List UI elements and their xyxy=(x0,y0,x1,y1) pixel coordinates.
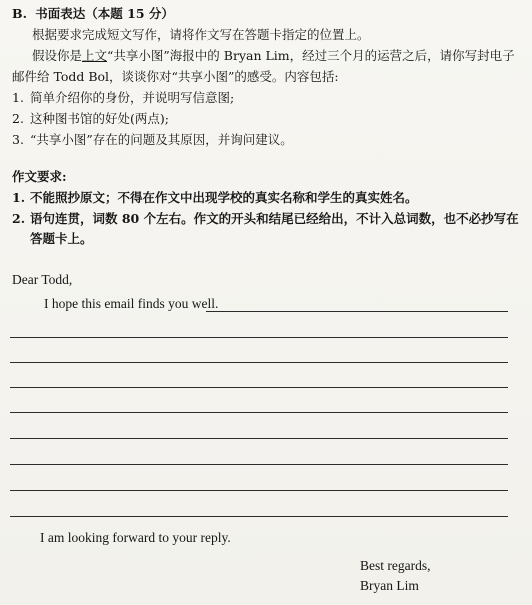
answer-line[interactable] xyxy=(10,412,508,413)
point-item xyxy=(12,90,234,106)
letter-opening: I hope this email finds you well. xyxy=(44,296,219,311)
requirement-text: 语句连贯，词数 80 个左右。作文的开头和结尾已经给出，不计入总词数，也不必抄写在 xyxy=(30,211,519,226)
prompt-line-1 xyxy=(32,48,515,64)
prompt-underlined: 上文 xyxy=(82,48,108,63)
section-heading xyxy=(12,6,174,22)
prompt-line-2: 邮件给 Todd Bol，谈谈你对“共享小图”的感受。内容包括: xyxy=(12,69,339,84)
letter-greeting: Dear Todd, xyxy=(12,272,73,287)
answer-line[interactable] xyxy=(10,490,508,491)
answer-line[interactable] xyxy=(10,516,508,517)
requirement-text: 不能照抄原文；不得在作文中出现学校的真实名称和学生的真实姓名。 xyxy=(30,190,418,205)
requirement-item xyxy=(12,190,418,206)
section-title: 书面表达（本题 15 分） xyxy=(35,6,174,21)
requirement-number: 2. xyxy=(12,211,26,226)
requirements-title: 作文要求: xyxy=(12,169,67,184)
section-letter: B. xyxy=(12,6,27,21)
letter-closing-line: I am looking forward to your reply. xyxy=(40,530,231,545)
point-item xyxy=(12,132,293,148)
letter-signature: Bryan Lim xyxy=(360,578,419,593)
letter-sign-off: Best regards, xyxy=(360,558,431,573)
requirement-number: 1. xyxy=(12,190,26,205)
requirement-continuation: 答题卡上。 xyxy=(30,231,93,246)
prompt-post: “共享小图”海报中的 Bryan Lim，经过三个月的运营之后，请你写封电子 xyxy=(107,48,515,63)
instruction-text: 根据要求完成短文写作，请将作文写在答题卡指定的位置上。 xyxy=(32,27,370,42)
answer-line[interactable] xyxy=(10,438,508,439)
point-number: 3. xyxy=(12,132,24,147)
point-number: 1. xyxy=(12,90,24,105)
opening-answer-line[interactable] xyxy=(206,311,508,312)
point-text: 简单介绍你的身份，并说明写信意图; xyxy=(30,90,235,105)
answer-line[interactable] xyxy=(10,387,508,388)
prompt-pre: 假设你是 xyxy=(32,48,83,63)
point-text: “共享小图”存在的问题及其原因，并询问建议。 xyxy=(30,132,293,147)
point-number: 2. xyxy=(12,111,24,126)
point-text: 这种图书馆的好处(两点); xyxy=(30,111,169,126)
answer-line[interactable] xyxy=(10,362,508,363)
requirement-item xyxy=(12,211,519,227)
answer-line[interactable] xyxy=(10,337,508,338)
point-item xyxy=(12,111,169,127)
answer-line[interactable] xyxy=(10,464,508,465)
